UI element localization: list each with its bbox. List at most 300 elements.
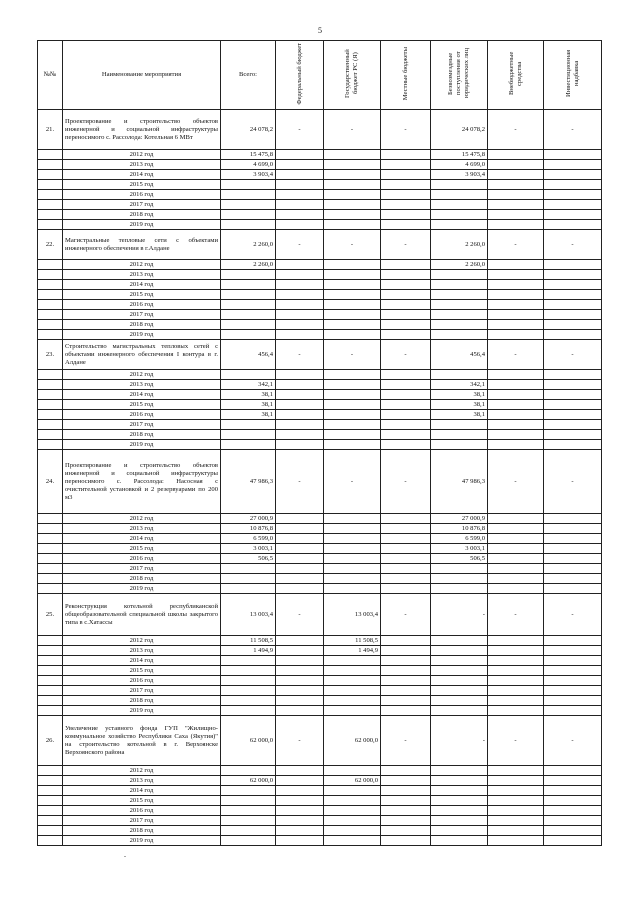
project-total: 62 000,0 [221, 716, 276, 766]
project-extra: - [488, 340, 544, 370]
project-index: 24. [38, 450, 63, 514]
year-row [38, 636, 602, 646]
year-invest [544, 776, 602, 786]
year-company [431, 180, 488, 190]
year-invest [544, 420, 602, 430]
year-state [324, 686, 381, 696]
year-row [38, 310, 602, 320]
year-company [431, 766, 488, 776]
year-federal [276, 420, 324, 430]
year-index-blank [38, 190, 63, 200]
year-company: 4 699,0 [431, 160, 488, 170]
year-state [324, 554, 381, 564]
year-extra [488, 260, 544, 270]
project-invest: - [544, 110, 602, 150]
year-row [38, 190, 602, 200]
year-invest [544, 200, 602, 210]
project-invest: - [544, 716, 602, 766]
year-total [221, 280, 276, 290]
year-extra [488, 706, 544, 716]
project-invest: - [544, 594, 602, 636]
year-extra [488, 290, 544, 300]
year-state [324, 826, 381, 836]
year-company [431, 816, 488, 826]
year-local [381, 420, 431, 430]
year-company [431, 430, 488, 440]
year-extra [488, 320, 544, 330]
year-row [38, 564, 602, 574]
year-company [431, 330, 488, 340]
year-total [221, 696, 276, 706]
year-company [431, 370, 488, 380]
year-total [221, 440, 276, 450]
year-index-blank [38, 574, 63, 584]
year-federal [276, 554, 324, 564]
year-state [324, 534, 381, 544]
year-local [381, 524, 431, 534]
year-company [431, 806, 488, 816]
year-row [38, 220, 602, 230]
project-row [38, 110, 602, 150]
year-local [381, 816, 431, 826]
year-extra [488, 544, 544, 554]
year-row [38, 796, 602, 806]
year-total: 62 000,0 [221, 776, 276, 786]
year-invest [544, 400, 602, 410]
year-label: 2015 год [63, 544, 221, 554]
year-index-blank [38, 400, 63, 410]
year-index-blank [38, 696, 63, 706]
year-federal [276, 190, 324, 200]
year-invest [544, 554, 602, 564]
year-state [324, 574, 381, 584]
year-total [221, 210, 276, 220]
year-label: 2017 год [63, 686, 221, 696]
project-extra: - [488, 110, 544, 150]
year-row [38, 330, 602, 340]
year-index-blank [38, 220, 63, 230]
year-total: 2 260,0 [221, 260, 276, 270]
year-invest [544, 544, 602, 554]
year-federal [276, 310, 324, 320]
year-extra [488, 180, 544, 190]
project-company: - [431, 716, 488, 766]
project-index: 22. [38, 230, 63, 260]
year-invest [544, 390, 602, 400]
year-label: 2014 год [63, 170, 221, 180]
year-index-blank [38, 776, 63, 786]
year-local [381, 440, 431, 450]
year-row [38, 584, 602, 594]
year-state [324, 150, 381, 160]
year-federal [276, 430, 324, 440]
year-company [431, 786, 488, 796]
year-local [381, 190, 431, 200]
year-federal [276, 826, 324, 836]
project-state: - [324, 230, 381, 260]
project-state: 13 003,4 [324, 594, 381, 636]
year-federal [276, 280, 324, 290]
year-index-blank [38, 410, 63, 420]
project-federal: - [276, 230, 324, 260]
year-invest [544, 826, 602, 836]
year-local [381, 310, 431, 320]
year-row [38, 766, 602, 776]
year-extra [488, 786, 544, 796]
year-federal [276, 200, 324, 210]
project-row [38, 230, 602, 260]
year-company [431, 676, 488, 686]
year-local [381, 574, 431, 584]
year-row [38, 170, 602, 180]
year-local [381, 160, 431, 170]
year-total: 3 903,4 [221, 170, 276, 180]
header-row [38, 41, 602, 110]
year-company: 15 475,8 [431, 150, 488, 160]
year-row [38, 836, 602, 846]
year-row [38, 390, 602, 400]
year-invest [544, 676, 602, 686]
year-total [221, 676, 276, 686]
year-total [221, 300, 276, 310]
year-invest [544, 370, 602, 380]
project-federal: - [276, 594, 324, 636]
year-extra [488, 150, 544, 160]
year-index-blank [38, 554, 63, 564]
year-state [324, 390, 381, 400]
year-row [38, 686, 602, 696]
year-company: 27 000,9 [431, 514, 488, 524]
year-federal [276, 390, 324, 400]
year-federal [276, 766, 324, 776]
project-state: - [324, 340, 381, 370]
year-local [381, 796, 431, 806]
year-label: 2013 год [63, 270, 221, 280]
year-row [38, 420, 602, 430]
year-company: 342,1 [431, 380, 488, 390]
year-federal [276, 686, 324, 696]
header-num: №№ [38, 41, 63, 110]
year-extra [488, 656, 544, 666]
year-index-blank [38, 330, 63, 340]
year-state [324, 410, 381, 420]
year-invest [544, 190, 602, 200]
year-state [324, 524, 381, 534]
year-invest [544, 150, 602, 160]
year-index-blank [38, 270, 63, 280]
year-local [381, 370, 431, 380]
year-local [381, 300, 431, 310]
year-extra [488, 676, 544, 686]
project-state: - [324, 110, 381, 150]
year-extra [488, 410, 544, 420]
year-company [431, 420, 488, 430]
year-invest [544, 766, 602, 776]
year-index-blank [38, 280, 63, 290]
year-state [324, 380, 381, 390]
year-invest [544, 636, 602, 646]
year-state [324, 220, 381, 230]
year-label: 2018 год [63, 320, 221, 330]
year-company [431, 190, 488, 200]
year-invest [544, 320, 602, 330]
year-total [221, 706, 276, 716]
year-local [381, 170, 431, 180]
year-local [381, 220, 431, 230]
project-federal: - [276, 110, 324, 150]
project-local: - [381, 340, 431, 370]
year-state [324, 584, 381, 594]
year-invest [544, 180, 602, 190]
year-federal [276, 270, 324, 280]
year-local [381, 270, 431, 280]
year-row [38, 534, 602, 544]
year-company [431, 564, 488, 574]
year-invest [544, 816, 602, 826]
year-state [324, 514, 381, 524]
year-label: 2014 год [63, 390, 221, 400]
year-index-blank [38, 380, 63, 390]
year-index-blank [38, 160, 63, 170]
year-federal [276, 646, 324, 656]
year-company [431, 310, 488, 320]
year-company [431, 220, 488, 230]
year-extra [488, 766, 544, 776]
year-row [38, 806, 602, 816]
project-total: 456,4 [221, 340, 276, 370]
year-company [431, 656, 488, 666]
year-row [38, 706, 602, 716]
year-row [38, 544, 602, 554]
year-federal [276, 260, 324, 270]
year-index-blank [38, 170, 63, 180]
year-total [221, 686, 276, 696]
year-total [221, 816, 276, 826]
year-extra [488, 390, 544, 400]
year-federal [276, 380, 324, 390]
year-extra [488, 420, 544, 430]
year-index-blank [38, 816, 63, 826]
year-federal [276, 796, 324, 806]
year-invest [544, 380, 602, 390]
year-index-blank [38, 210, 63, 220]
year-state [324, 270, 381, 280]
project-row [38, 716, 602, 766]
funding-table [37, 40, 602, 846]
year-extra [488, 370, 544, 380]
year-federal [276, 676, 324, 686]
year-company: 6 599,0 [431, 534, 488, 544]
project-name: Реконструкция котельной республиканской общеобразовательной специальной школы закрытого типа в с.Хатассы [63, 594, 221, 636]
year-extra [488, 160, 544, 170]
year-extra [488, 696, 544, 706]
year-federal [276, 534, 324, 544]
year-total: 4 699,0 [221, 160, 276, 170]
year-local [381, 826, 431, 836]
header-extra: Внебюджетные средства [507, 51, 523, 96]
project-invest: - [544, 340, 602, 370]
year-label: 2018 год [63, 210, 221, 220]
year-state [324, 290, 381, 300]
year-total [221, 584, 276, 594]
year-local [381, 380, 431, 390]
year-total: 38,1 [221, 400, 276, 410]
year-company: 506,5 [431, 554, 488, 564]
year-company: 38,1 [431, 410, 488, 420]
year-invest [544, 524, 602, 534]
year-extra [488, 574, 544, 584]
year-label: 2015 год [63, 666, 221, 676]
year-company [431, 696, 488, 706]
year-total: 6 599,0 [221, 534, 276, 544]
year-invest [544, 584, 602, 594]
year-index-blank [38, 514, 63, 524]
year-row [38, 574, 602, 584]
year-index-blank [38, 676, 63, 686]
year-label: 2012 год [63, 636, 221, 646]
year-local [381, 554, 431, 564]
year-total [221, 420, 276, 430]
year-total: 342,1 [221, 380, 276, 390]
year-label: 2016 год [63, 190, 221, 200]
year-label: 2012 год [63, 766, 221, 776]
year-total [221, 370, 276, 380]
year-index-blank [38, 420, 63, 430]
year-label: 2019 год [63, 440, 221, 450]
year-total [221, 574, 276, 584]
year-index-blank [38, 300, 63, 310]
year-index-blank [38, 806, 63, 816]
year-invest [544, 270, 602, 280]
header-state: Государственный бюджет РС (Я) [344, 49, 359, 98]
year-local [381, 290, 431, 300]
year-invest [544, 564, 602, 574]
year-federal [276, 656, 324, 666]
year-extra [488, 400, 544, 410]
year-row [38, 826, 602, 836]
year-row [38, 380, 602, 390]
year-state [324, 676, 381, 686]
year-federal [276, 524, 324, 534]
year-company [431, 666, 488, 676]
year-label: 2012 год [63, 514, 221, 524]
year-state [324, 666, 381, 676]
project-local: - [381, 110, 431, 150]
project-state: - [324, 450, 381, 514]
year-invest [544, 666, 602, 676]
year-row [38, 816, 602, 826]
year-company: 10 876,8 [431, 524, 488, 534]
year-company: 3 903,4 [431, 170, 488, 180]
project-index: 23. [38, 340, 63, 370]
year-invest [544, 220, 602, 230]
year-federal [276, 320, 324, 330]
project-total: 2 260,0 [221, 230, 276, 260]
year-row [38, 210, 602, 220]
year-federal [276, 544, 324, 554]
year-local [381, 320, 431, 330]
year-local [381, 656, 431, 666]
year-row [38, 300, 602, 310]
year-total [221, 180, 276, 190]
year-extra [488, 686, 544, 696]
year-extra [488, 440, 544, 450]
year-extra [488, 564, 544, 574]
year-extra [488, 816, 544, 826]
year-federal [276, 180, 324, 190]
year-row [38, 400, 602, 410]
year-invest [544, 686, 602, 696]
project-company: 456,4 [431, 340, 488, 370]
year-index-blank [38, 430, 63, 440]
year-extra [488, 270, 544, 280]
project-company: 47 986,3 [431, 450, 488, 514]
year-label: 2017 год [63, 310, 221, 320]
year-total [221, 836, 276, 846]
year-local [381, 410, 431, 420]
year-extra [488, 200, 544, 210]
year-label: 2012 год [63, 260, 221, 270]
year-index-blank [38, 320, 63, 330]
project-state: 62 000,0 [324, 716, 381, 766]
project-name: Проектирование и строительство объектов инженерной и социальной инфраструктуры переносимого с. Рассолода: Насосная с очистительной установкой и 2 резервуарами по 200 м3 [63, 450, 221, 514]
year-local [381, 706, 431, 716]
page-number: 5 [318, 26, 322, 35]
project-row [38, 594, 602, 636]
project-name: Строительство магистральных тепловых сетей с объектами инженерного обеспечения I контура в г. Алдане [63, 340, 221, 370]
year-label: 2018 год [63, 696, 221, 706]
year-state [324, 260, 381, 270]
year-row [38, 656, 602, 666]
year-label: 2019 год [63, 836, 221, 846]
year-label: 2016 год [63, 806, 221, 816]
year-label: 2013 год [63, 646, 221, 656]
year-company [431, 646, 488, 656]
year-invest [544, 430, 602, 440]
year-invest [544, 534, 602, 544]
year-index-blank [38, 766, 63, 776]
project-invest: - [544, 230, 602, 260]
year-federal [276, 370, 324, 380]
year-index-blank [38, 390, 63, 400]
year-extra [488, 554, 544, 564]
year-state [324, 696, 381, 706]
year-state [324, 786, 381, 796]
year-total: 10 876,8 [221, 524, 276, 534]
project-invest: - [544, 450, 602, 514]
year-local [381, 696, 431, 706]
project-federal: - [276, 716, 324, 766]
year-row [38, 554, 602, 564]
year-company [431, 826, 488, 836]
year-state [324, 160, 381, 170]
year-company [431, 776, 488, 786]
header-federal: Федеральный бюджет [295, 42, 303, 105]
year-company [431, 270, 488, 280]
year-state [324, 190, 381, 200]
year-label: 2018 год [63, 826, 221, 836]
year-label: 2016 год [63, 676, 221, 686]
year-index-blank [38, 544, 63, 554]
year-extra [488, 280, 544, 290]
year-local [381, 330, 431, 340]
year-index-blank [38, 706, 63, 716]
year-row [38, 666, 602, 676]
year-invest [544, 706, 602, 716]
year-index-blank [38, 564, 63, 574]
year-invest [544, 796, 602, 806]
year-invest [544, 310, 602, 320]
